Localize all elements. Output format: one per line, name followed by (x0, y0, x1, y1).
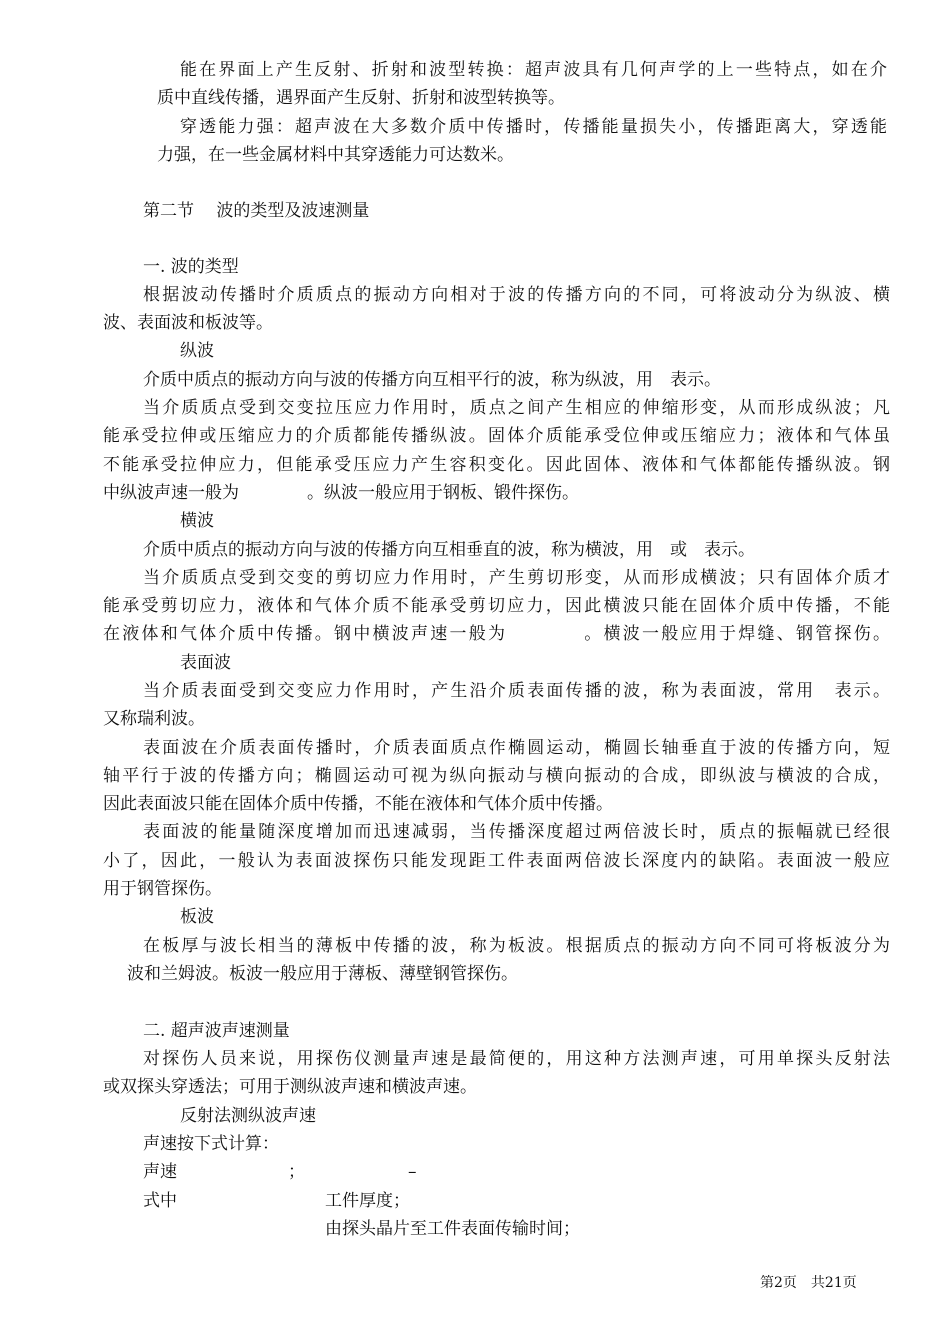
paragraph-line: 不能承受拉伸应力，但能承受压应力产生容积变化。因此固体、液体和气体都能传播纵波。钢 (103, 455, 890, 475)
paragraph-line: 在液体和气体介质中传播。钢中横波声速一般为 。横波一般应用于焊缝、钢管探伤。 (103, 624, 890, 644)
paragraph-line: 波和兰姆波。板波一般应用于薄板、薄壁钢管探伤。 (127, 964, 518, 984)
paragraph-line: 当介质质点受到交变拉压应力作用时，质点之间产生相应的伸缩形变，从而形成纵波；凡 (143, 398, 890, 418)
where-label: 式中 (143, 1191, 177, 1211)
paragraph-line: 轴平行于波的传播方向；椭圆运动可视为纵向振动与横向振动的合成，即纵波与横波的合成， (103, 766, 890, 786)
where-item: 由探头晶片至工件表面传输时间； (325, 1219, 580, 1239)
formula-semicolon: ； (288, 1162, 305, 1182)
paragraph-line: 小了，因此，一般认为表面波探伤只能发现距工件表面两倍波长深度内的缺陷。表面波一般应 (103, 851, 890, 871)
paragraph-line: 波、表面波和板波等。 (103, 313, 273, 333)
paragraph-line: 介质中质点的振动方向与波的传播方向互相垂直的波，称为横波，用 或 表示。 (143, 540, 755, 560)
paragraph-line: 表面波的能量随深度增加而迅速减弱，当传播深度超过两倍波长时，质点的振幅就已经很 (143, 822, 890, 842)
paragraph-line: 能承受剪切应力，液体和气体介质不能承受剪切应力，因此横波只能在固体介质中传播，不能 (103, 596, 890, 616)
heading: 一. 波的类型 (143, 257, 239, 277)
paragraph-line: 介质中质点的振动方向与波的传播方向互相平行的波，称为纵波，用 表示。 (143, 370, 721, 390)
paragraph-line: 能在界面上产生反射、折射和波型转换：超声波具有几何声学的上一些特点，如在介 (180, 60, 887, 80)
paragraph-line: 因此表面波只能在固体介质中传播，不能在液体和气体介质中传播。 (103, 794, 613, 814)
paragraph-line: 又称瑞利波。 (103, 709, 205, 729)
paragraph-line: 声速按下式计算： (143, 1134, 279, 1154)
subheading: 横波 (180, 511, 214, 531)
subheading: 板波 (180, 907, 214, 927)
paragraph-line: 当介质表面受到交变应力作用时，产生沿介质表面传播的波，称为表面波，常用 表示。 (143, 681, 890, 701)
paragraph-line: 或双探头穿透法；可用于测纵波声速和横波声速。 (103, 1077, 477, 1097)
subheading: 表面波 (180, 653, 231, 673)
subheading: 反射法测纵波声速 (180, 1106, 316, 1126)
formula-label: 声速 (143, 1162, 177, 1182)
formula-dash: – (408, 1162, 417, 1182)
where-item: 工件厚度； (325, 1191, 410, 1211)
section-title: 第二节 波的类型及波速测量 (143, 201, 370, 221)
paragraph-line: 质中直线传播，遇界面产生反射、折射和波型转换等。 (157, 88, 565, 108)
paragraph-line: 在板厚与波长相当的薄板中传播的波，称为板波。根据质点的振动方向不同可将板波分为 (143, 936, 890, 956)
paragraph-line: 当介质质点受到交变的剪切应力作用时，产生剪切形变，从而形成横波；只有固体介质才 (143, 568, 890, 588)
paragraph-line: 穿透能力强：超声波在大多数介质中传播时，传播能量损失小，传播距离大，穿透能 (180, 117, 887, 137)
paragraph-line: 中纵波声速一般为 。纵波一般应用于钢板、锻件探伤。 (103, 483, 579, 503)
paragraph-line: 根据波动传播时介质质点的振动方向相对于波的传播方向的不同，可将波动分为纵波、横 (143, 285, 890, 305)
paragraph-line: 表面波在介质表面传播时，介质表面质点作椭圆运动，椭圆长轴垂直于波的传播方向，短 (143, 738, 890, 758)
paragraph-line: 对探伤人员来说，用探伤仪测量声速是最简便的，用这种方法测声速，可用单探头反射法 (143, 1049, 890, 1069)
paragraph-line: 用于钢管探伤。 (103, 879, 222, 899)
paragraph-line: 能承受拉伸或压缩应力的介质都能传播纵波。固体介质能承受位伸或压缩应力；液体和气体虽 (103, 426, 890, 446)
paragraph-line: 力强，在一些金属材料中其穿透能力可达数米。 (157, 145, 514, 165)
heading: 二. 超声波声速测量 (143, 1021, 290, 1041)
subheading: 纵波 (180, 341, 214, 361)
page-number: 第2页 共21页 (760, 1275, 857, 1291)
